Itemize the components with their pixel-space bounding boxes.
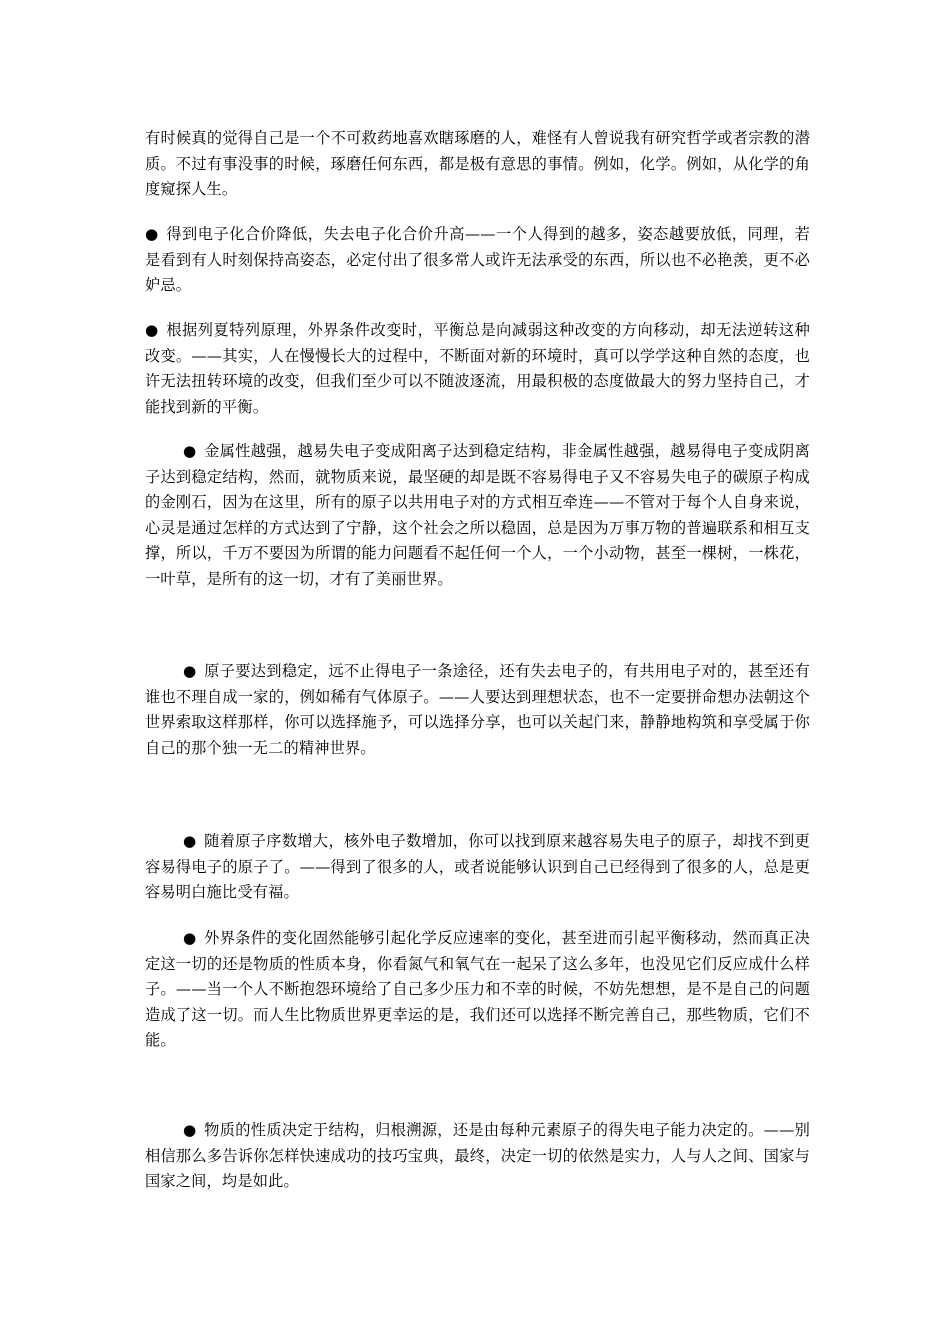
bullet-paragraph-6	[145, 926, 810, 1054]
bullet-paragraph-5	[145, 829, 810, 906]
bullet-dot-icon: ●	[145, 225, 159, 243]
bullet-paragraph-3	[145, 439, 810, 592]
paragraph-text: 得到电子化合价降低，失去电子化合价升高——一个人得到的越多，姿态越要放低，同理，若是看到有人时刻保持高姿态，必定付出了很多常人或许无法承受的东西，所以也不必艳羡，更不必妒忌。	[145, 225, 810, 294]
paragraph-text: 物质的性质决定于结构，归根溯源，还是由每种元素原子的得失电子能力决定的。——别相信那么多告诉你怎样快速成功的技巧宝典，最终，决定一切的依然是实力，人与人之间、国家与国家之间，均是如此。	[145, 1121, 810, 1190]
paragraph-text: 有时候真的觉得自己是一个不可救药地喜欢瞎琢磨的人，难怪有人曾说我有研究哲学或者宗教的潜质。不过有事没事的时候，琢磨任何东西，都是极有意思的事情。例如，化学。例如，从化学的角度窥探人生。	[145, 129, 810, 198]
bullet-paragraph-4	[145, 659, 810, 761]
bullet-paragraph-1	[145, 222, 810, 299]
bullet-dot-icon: ●	[183, 832, 197, 850]
bullet-dot-icon: ●	[183, 1121, 197, 1139]
paragraph-text: 根据列夏特列原理，外界条件改变时，平衡总是向减弱这种改变的方向移动，却无法逆转这种改变。——其实，人在慢慢长大的过程中，不断面对新的环境时，真可以学学这种自然的态度，也许无法扭转环境的改变，但我们至少可以不随波逐流，用最积极的态度做最大的努力坚持自己，才能找到新的平衡。	[145, 321, 810, 416]
bullet-paragraph-2	[145, 318, 810, 420]
paragraph-text: 随着原子序数增大，核外电子数增加，你可以找到原来越容易失电子的原子，却找不到更容易得电子的原子了。——得到了很多的人，或者说能够认识到自己已经得到了很多的人，总是更容易明白施比受有福。	[145, 832, 810, 901]
intro-paragraph	[145, 126, 810, 203]
bullet-paragraph-7	[145, 1118, 810, 1195]
bullet-dot-icon: ●	[183, 929, 197, 947]
bullet-dot-icon: ●	[145, 321, 159, 339]
bullet-dot-icon: ●	[183, 662, 197, 680]
paragraph-text: 外界条件的变化固然能够引起化学反应速率的变化，甚至进而引起平衡移动，然而真正决定这一切的还是物质的性质本身，你看氮气和氧气在一起呆了这么多年，也没见它们反应成什么样子。——当一个人不断抱怨环境给了自己多少压力和不幸的时候，不妨先想想，是不是自己的问题造成了这一切。而人生比物质世界更幸运的是，我们还可以选择不断完善自己，那些物质，它们不能。	[145, 929, 810, 1049]
paragraph-text: 原子要达到稳定，远不止得电子一条途径，还有失去电子的，有共用电子对的，甚至还有谁也不理自成一家的，例如稀有气体原子。——人要达到理想状态，也不一定要拼命想办法朝这个世界索取这样那样，你可以选择施予，可以选择分享，也可以关起门来，静静地构筑和享受属于你自己的那个独一无二的精神世界。	[145, 662, 810, 757]
bullet-dot-icon: ●	[183, 442, 197, 460]
paragraph-text: 金属性越强，越易失电子变成阳离子达到稳定结构，非金属性越强，越易得电子变成阴离子达到稳定结构，然而，就物质来说，最坚硬的却是既不容易得电子又不容易失电子的碳原子构成的金刚石，因为在这里，所有的原子以共用电子对的方式相互牵连——不管对于每个人自身来说，心灵是通过怎样的方式达到了宁静，这个社会之所以稳固，总是因为万事万物的普遍联系和相互支撑，所以，千万不要因为所谓的能力问题看不起任何一个人，一个小动物，甚至一棵树，一株花，一叶草，是所有的这一切，才有了美丽世界。	[145, 442, 810, 588]
